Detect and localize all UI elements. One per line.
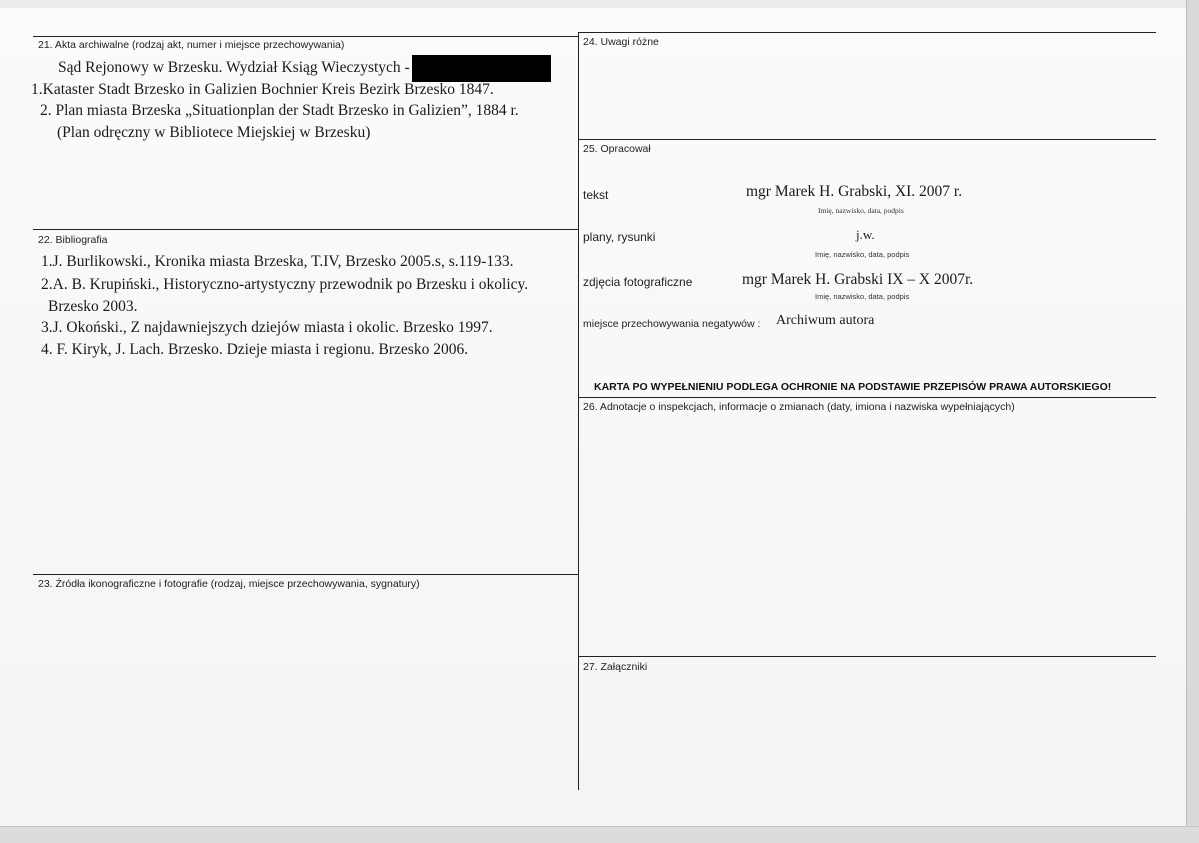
- bibliography-item: 2.A. B. Krupiński., Historyczno-artystyczny przewodnik po Brzesku i okolicy.: [41, 276, 529, 293]
- negatives-location-label: miejsce przechowywania negatywów :: [583, 318, 761, 330]
- section-27-label: 27. Załączniki: [583, 661, 648, 673]
- archive-court-line: Sąd Rejonowy w Brzesku. Wydział Ksiąg Wieczystych -: [58, 59, 410, 76]
- archive-plan-line: 2. Plan miasta Brzeska „Situationplan der Stadt Brzesko in Galizien”, 1884 r.: [40, 102, 519, 119]
- divider-top-right: [579, 32, 1156, 33]
- plans-author-label: plany, rysunki: [583, 230, 656, 244]
- copyright-warning: KARTA PO WYPEŁNIENIU PODLEGA OCHRONIE NA PODSTAWIE PRZEPISÓW PRAWA AUTORSKIEGO!: [594, 381, 1112, 393]
- photos-author-caption: Imię, nazwisko, data, podpis: [815, 292, 910, 301]
- plans-author-caption: Imię, nazwisko, data, podpis: [815, 250, 910, 259]
- divider-26-27: [579, 656, 1156, 657]
- divider-25-26: [579, 397, 1156, 398]
- divider-24-25: [579, 139, 1156, 140]
- text-author-label: tekst: [583, 188, 609, 202]
- section-21-label: 21. Akta archiwalne (rodzaj akt, numer i miejsce przechowywania): [38, 39, 345, 51]
- bibliography-item: 1.J. Burlikowski., Kronika miasta Brzeska, T.IV, Brzesko 2005.s, s.119-133.: [41, 253, 514, 270]
- bibliography-item: 3.J. Okoński., Z najdawniejszych dziejów miasta i okolic. Brzesko 1997.: [41, 319, 493, 336]
- scan-bottom-edge: [0, 826, 1199, 843]
- section-22-label: 22. Bibliografia: [38, 234, 108, 246]
- divider-center: [578, 32, 579, 790]
- scan-right-edge: [1186, 0, 1199, 842]
- section-24-label: 24. Uwagi różne: [583, 36, 659, 48]
- text-author-caption: Imię, nazwisko, data, podpis: [818, 206, 904, 215]
- negatives-location-value: Archiwum autora: [776, 313, 875, 328]
- section-25-label: 25. Opracował: [583, 143, 651, 155]
- archive-cadastre-line: 1.Kataster Stadt Brzesko in Galizien Bochnier Kreis Bezirk Brzesko 1847.: [31, 81, 494, 98]
- divider-22-23: [33, 574, 579, 575]
- bibliography-item-continuation: Brzesko 2003.: [48, 298, 138, 315]
- section-23-label: 23. Źródła ikonograficzne i fotografie (rodzaj, miejsce przechowywania, sygnatury): [38, 578, 420, 590]
- divider-21-22: [33, 229, 579, 230]
- redaction-block: [412, 55, 551, 82]
- text-author-value: mgr Marek H. Grabski, XI. 2007 r.: [746, 183, 963, 200]
- scan-top-edge: [0, 0, 1199, 8]
- archive-plan-note: (Plan odręczny w Bibliotece Miejskiej w Brzesku): [57, 124, 371, 141]
- photos-author-value: mgr Marek H. Grabski IX – X 2007r.: [742, 271, 974, 288]
- plans-author-value: j.w.: [856, 227, 875, 242]
- bibliography-item: 4. F. Kiryk, J. Lach. Brzesko. Dzieje miasta i regionu. Brzesko 2006.: [41, 341, 469, 358]
- divider-top-left: [33, 36, 579, 37]
- photos-author-label: zdjęcia fotograficzne: [583, 275, 693, 289]
- section-26-label: 26. Adnotacje o inspekcjach, informacje o zmianach (daty, imiona i nazwiska wypełniających): [583, 401, 1015, 413]
